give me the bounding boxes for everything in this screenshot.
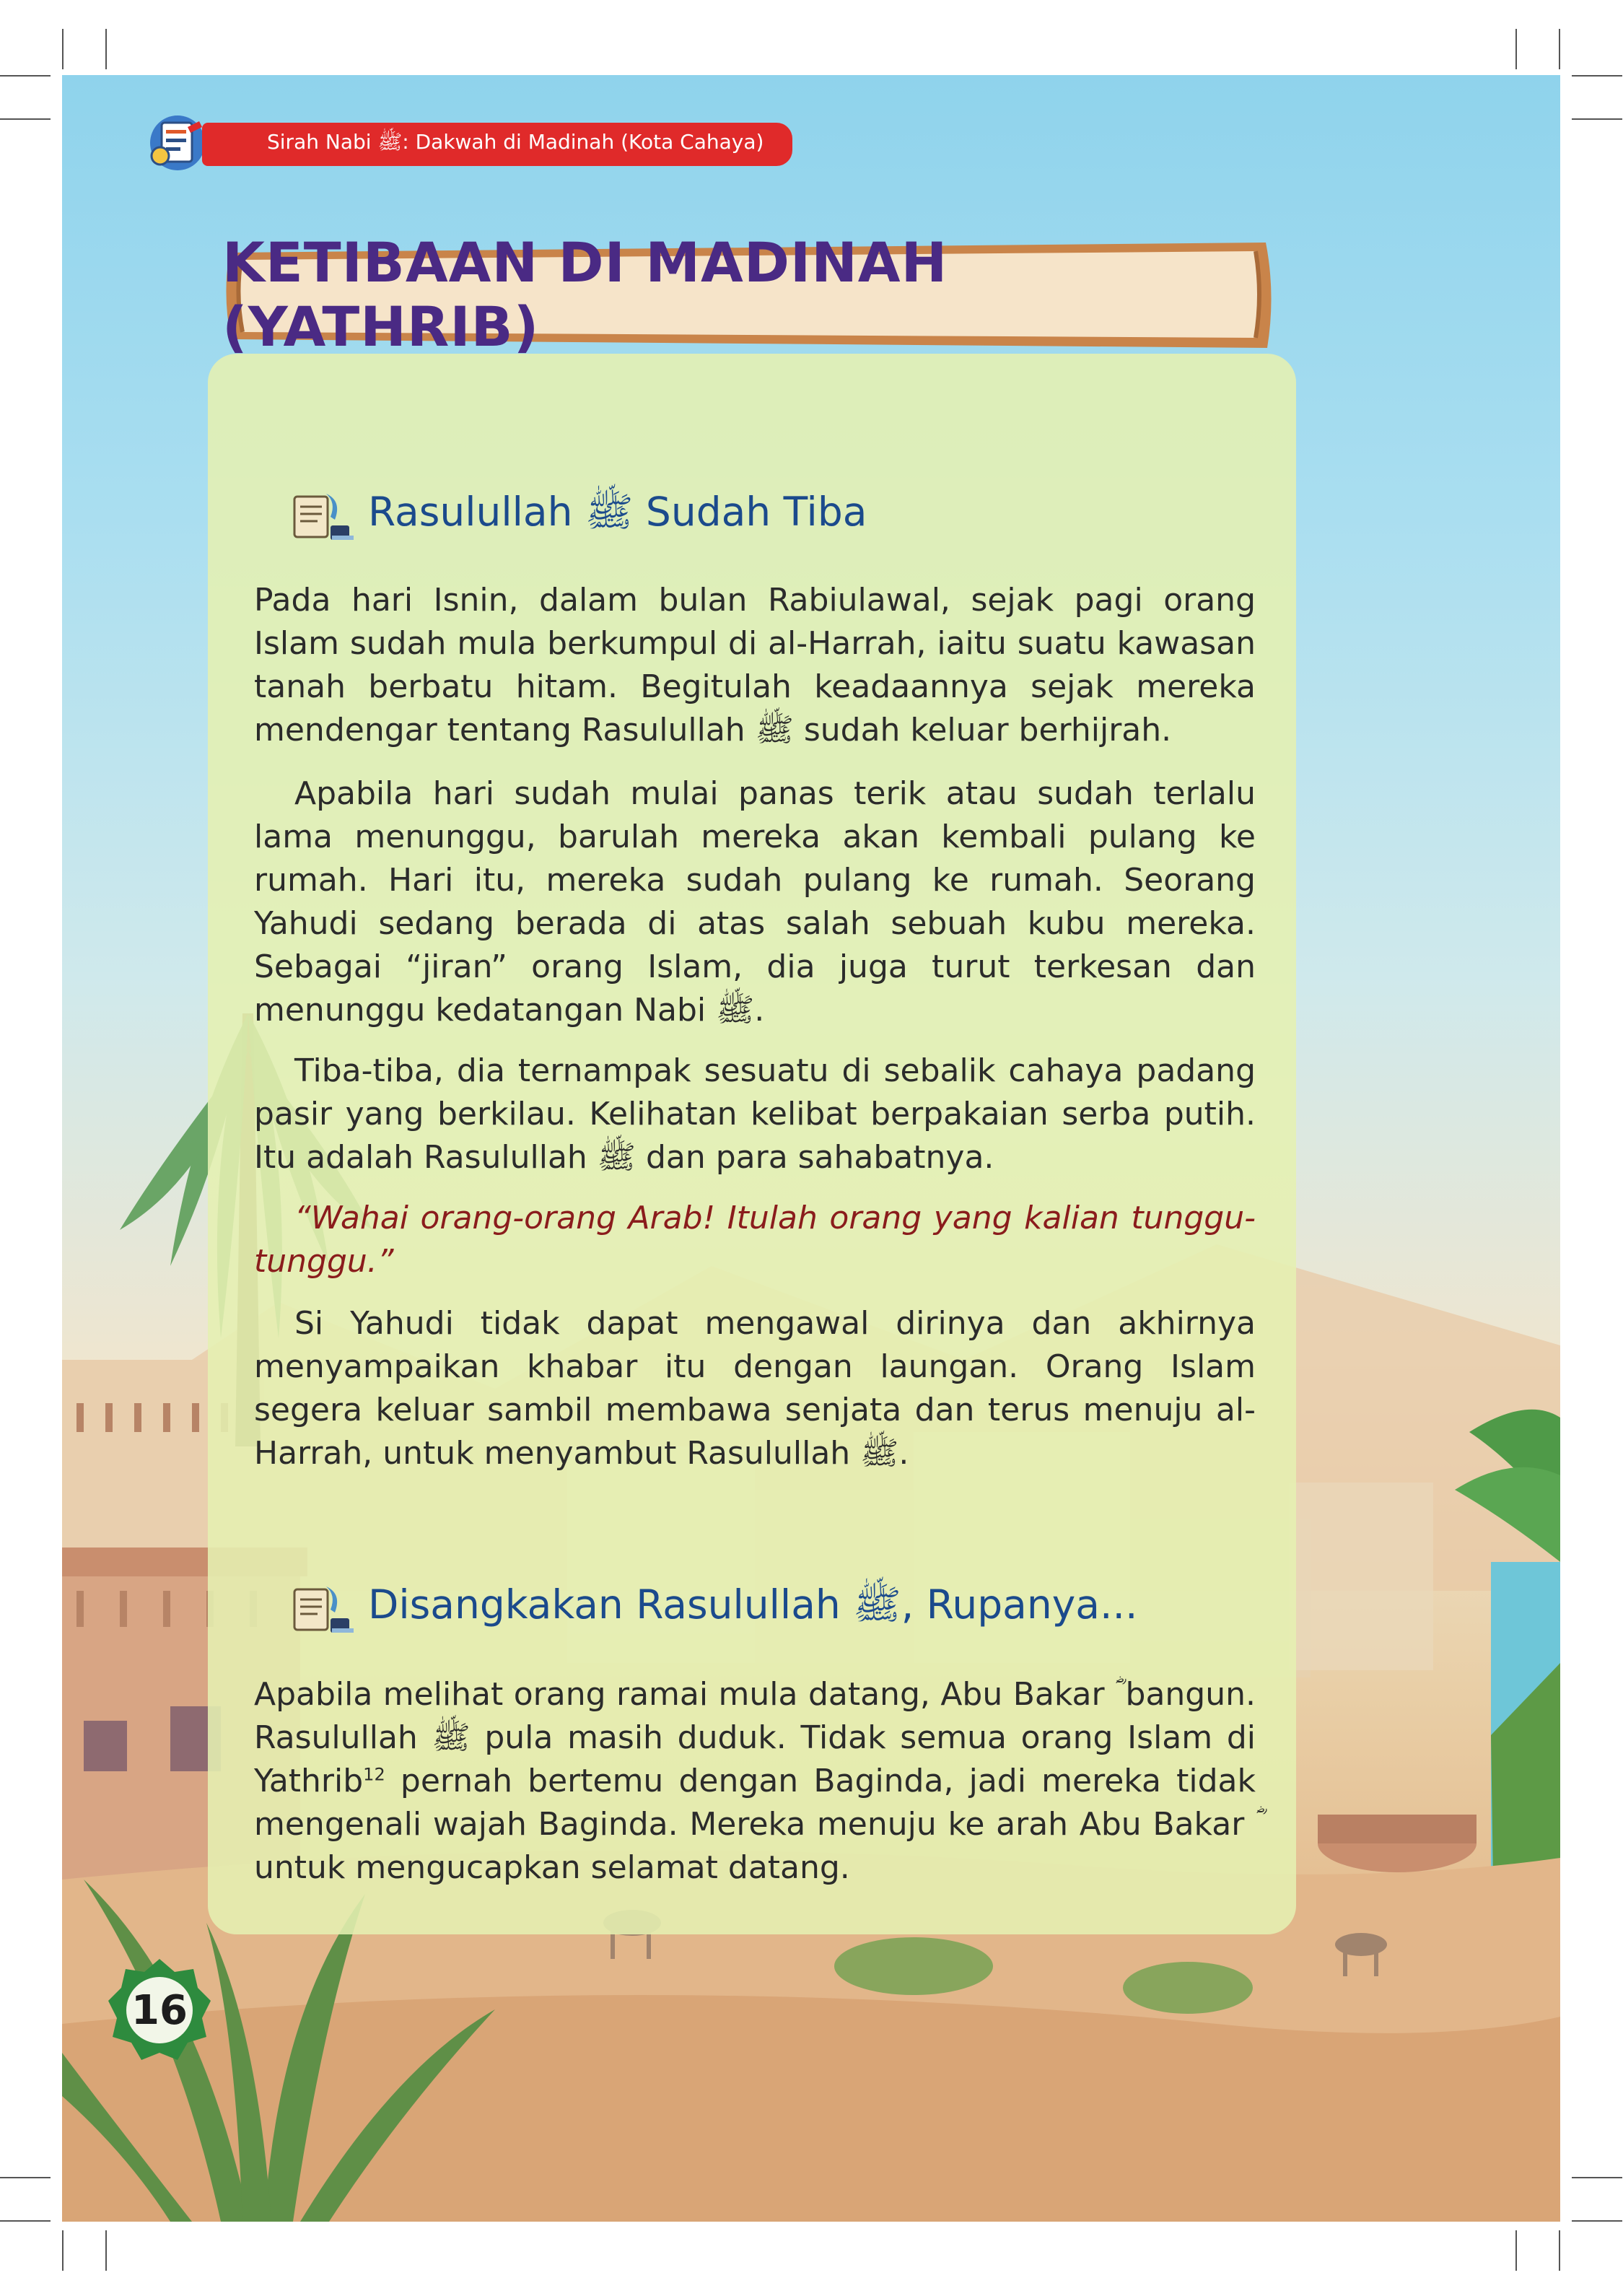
- page-number-text: 16: [131, 1986, 188, 2034]
- paragraph-text: pernah bertemu dengan Baginda, jadi mereka tidak mengenali wajah Baginda. Mereka menuju ke arah Abu Bakar ؓ untuk mengucapkan selamat datang.: [254, 1763, 1256, 1886]
- quill-scroll-icon: [290, 1581, 355, 1638]
- section-heading-text: Disangkakan Rasulullah ﷺ, Rupanya...: [368, 1581, 1138, 1628]
- footnote-reference[interactable]: 12: [363, 1764, 385, 1785]
- quill-scroll-icon: [290, 488, 355, 546]
- series-title: Sirah Nabi ﷺ: Dakwah di Madinah (Kota Cahaya): [267, 130, 764, 154]
- crop-mark: [1515, 2230, 1517, 2271]
- quote-paragraph: “Wahai orang-orang Arab! Itulah orang yang kalian tunggu-tunggu.”: [254, 1200, 1256, 1280]
- crop-mark: [1572, 2177, 1622, 2178]
- crop-mark: [1515, 29, 1517, 69]
- crop-mark: [0, 75, 51, 77]
- crop-mark: [1559, 2230, 1560, 2271]
- section-heading-text: Rasulullah ﷺ Sudah Tiba: [368, 489, 867, 535]
- series-title-badge: [202, 123, 792, 166]
- crop-mark: [1572, 75, 1622, 77]
- paragraph: Pada hari Isnin, dalam bulan Rabiulawal, sejak pagi orang Islam sudah mula berkumpul di al-Harrah, iaitu suatu kawasan tanah berbatu hitam. Begitulah keadaannya sejak mereka mendengar tentang Rasulullah ﷺ sudah keluar berhijrah.: [254, 582, 1256, 748]
- chapter-title: [222, 231, 1276, 358]
- crop-mark: [105, 29, 107, 69]
- section-heading: [290, 1581, 1137, 1638]
- section-heading: [290, 488, 867, 546]
- paragraph: Tiba-tiba, dia ternampak sesuatu di sebalik cahaya padang pasir yang berkilau. Kelihatan kelibat berpakaian serba putih. Itu adalah Rasulullah ﷺ dan para sahabatnya.: [254, 1052, 1256, 1176]
- crop-mark: [0, 2220, 51, 2222]
- paragraph: Si Yahudi tidak dapat mengawal dirinya dan akhirnya menyampaikan khabar itu dengan laungan. Orang Islam segera keluar sambil membawa senjata dan terus menuju al-Harrah, untuk menyambut Rasulullah ﷺ.: [254, 1305, 1256, 1472]
- paragraph: [254, 1673, 1256, 1890]
- crop-mark: [0, 118, 51, 120]
- crop-mark: [0, 2177, 51, 2178]
- crop-mark: [1559, 29, 1560, 69]
- paragraph-text: Apabila melihat orang ramai mula datang, Abu Bakar ؓ bangun. Rasulullah ﷺ pula masih duduk. Tidak semua orang Islam di Yathrib: [254, 1676, 1256, 1799]
- crop-mark: [105, 2230, 107, 2271]
- paragraph: Apabila hari sudah mulai panas terik atau sudah terlalu lama menunggu, barulah mereka akan kembali pulang ke rumah. Hari itu, mereka sudah pulang ke rumah. Seorang Yahudi sedang berada di atas salah sebuah kubu mereka. Sebagai “jiran” orang Islam, dia juga turut terkesan dan menunggu kedatangan Nabi ﷺ.: [254, 775, 1256, 1029]
- chapter-title-text: KETIBAAN DI MADINAH (YATHRIB): [222, 230, 948, 359]
- crop-mark: [62, 2230, 64, 2271]
- crop-mark: [1572, 118, 1622, 120]
- crop-mark: [1572, 2220, 1622, 2222]
- page-number: [105, 1956, 214, 2064]
- crop-mark: [62, 29, 64, 69]
